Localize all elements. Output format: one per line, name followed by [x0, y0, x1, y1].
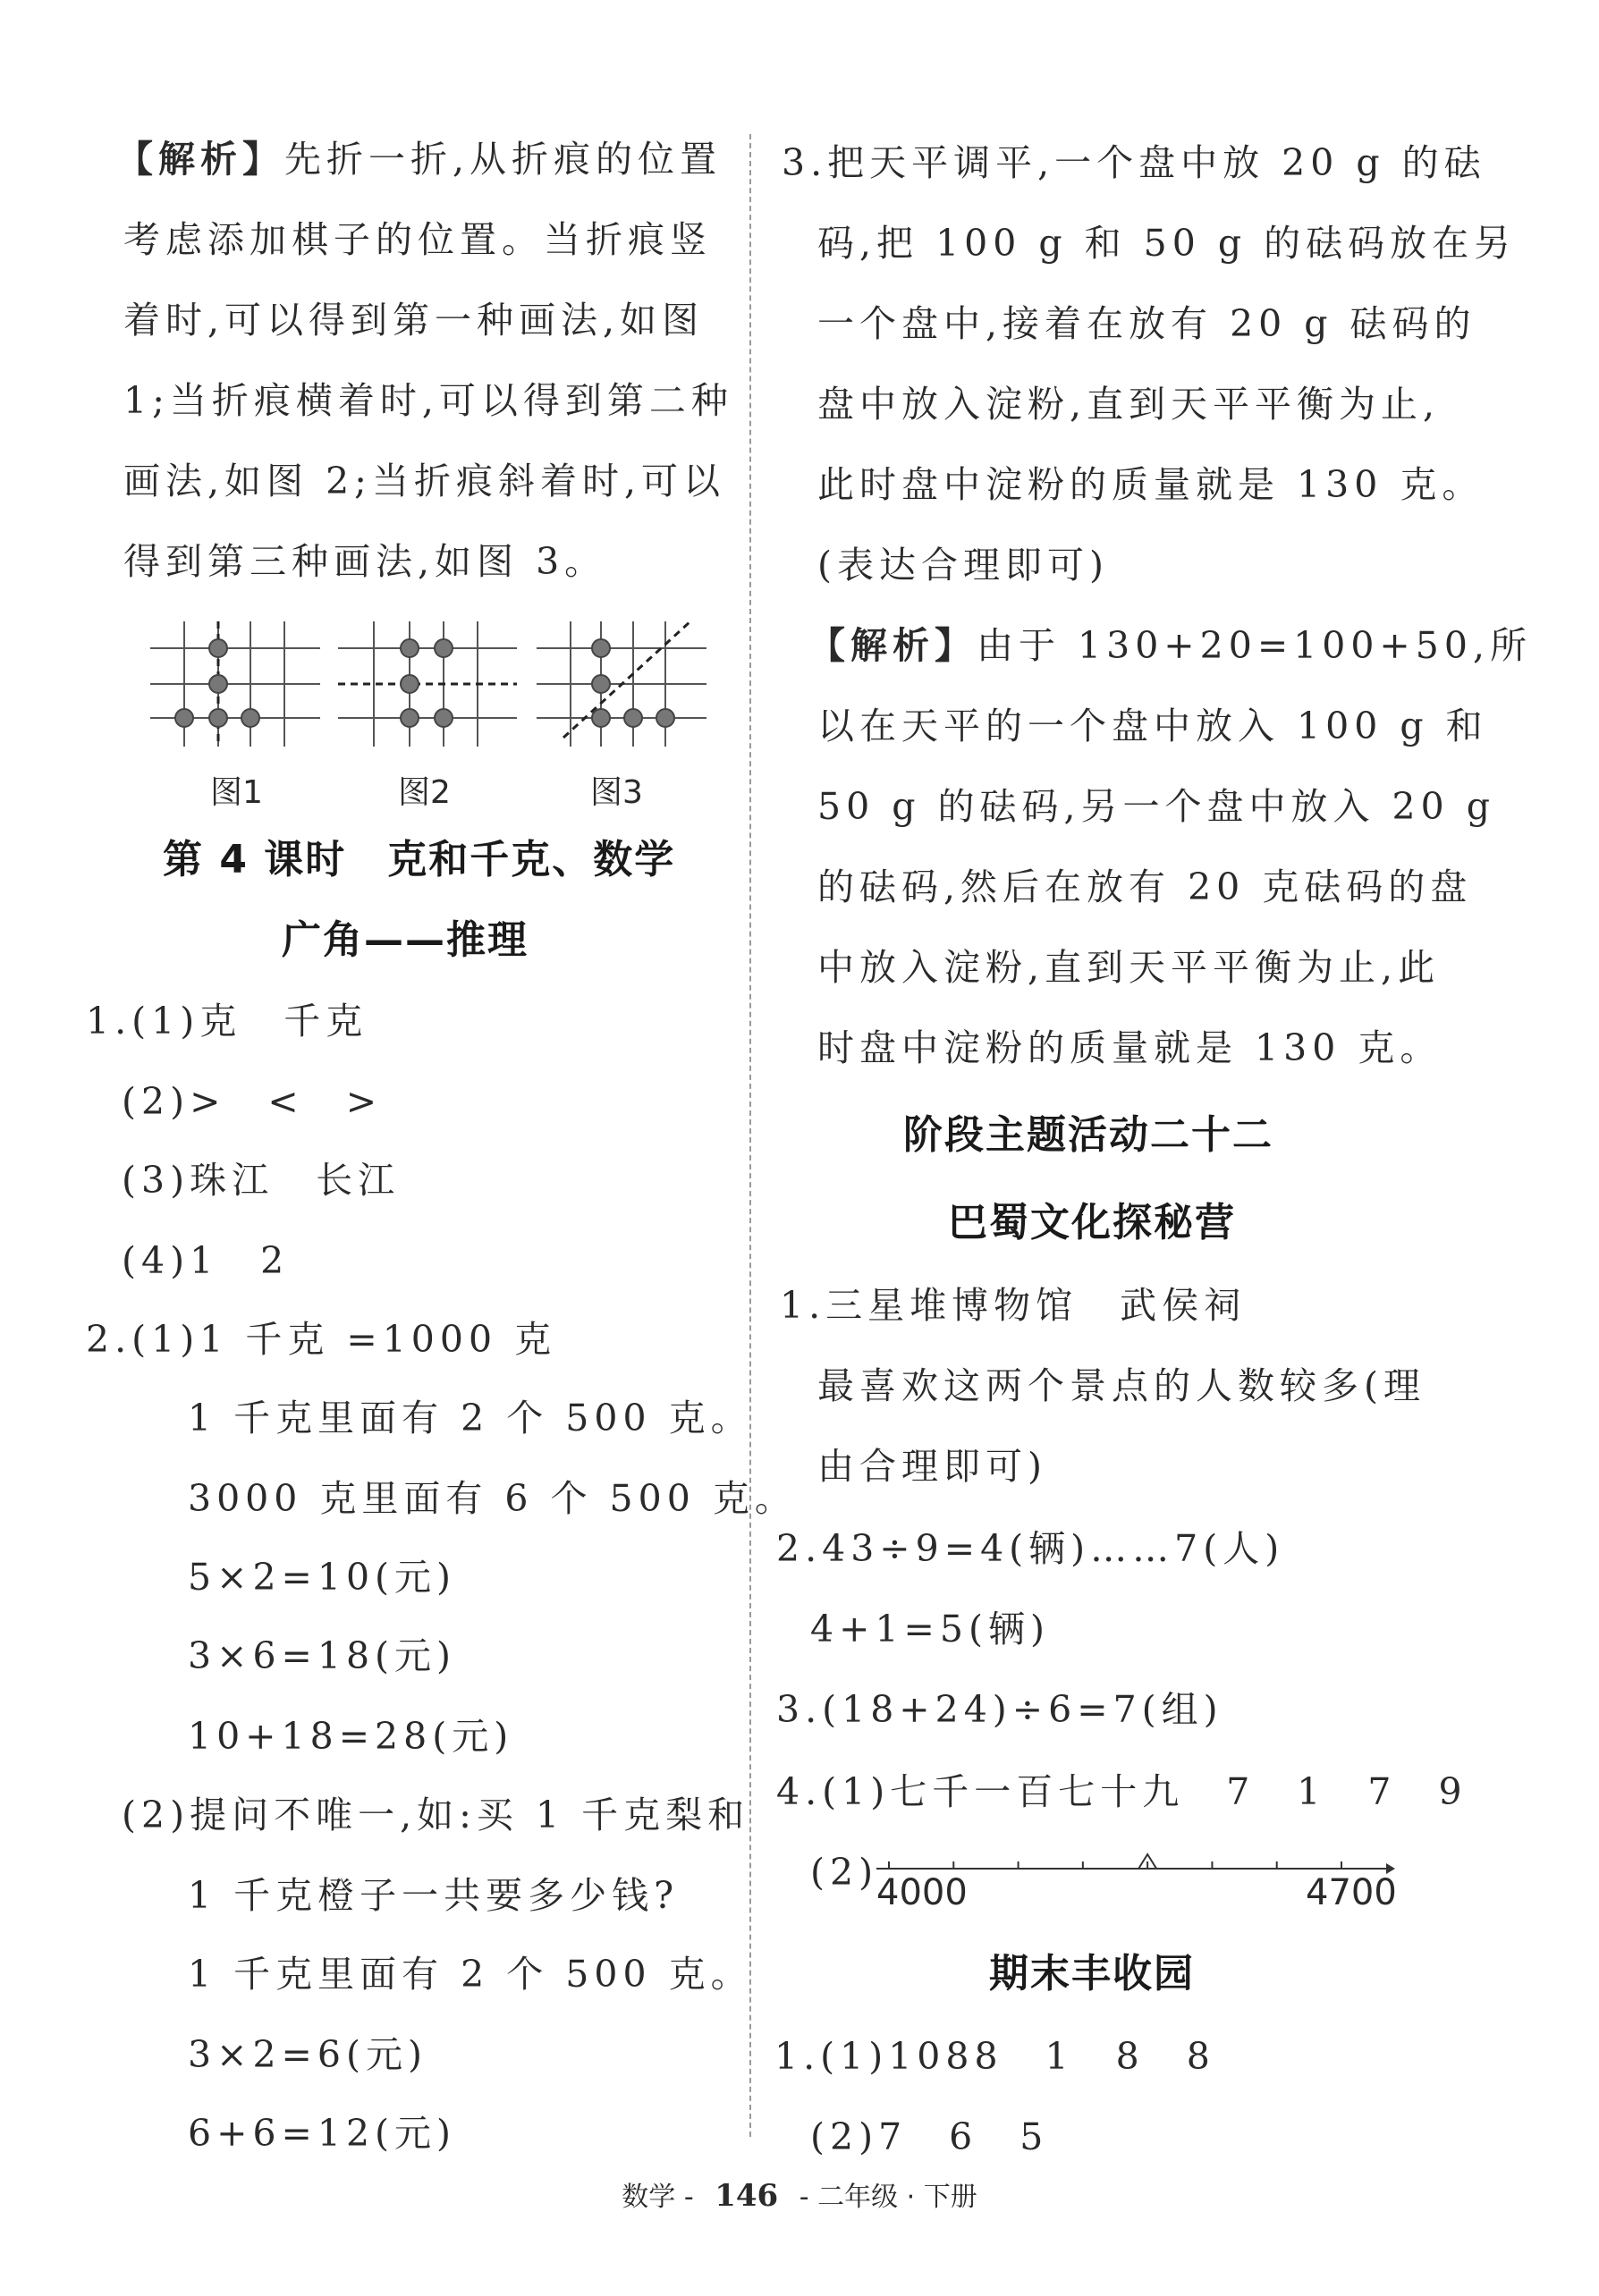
analysis-label: 【解析】 [116, 138, 284, 181]
final-answer: 1.(1)1088 1 8 8 [774, 2035, 1215, 2078]
section-title-line-2: 广角——推理 [282, 917, 529, 963]
answer-line: 1 千克里面有 2 个 500 克。 [188, 1397, 753, 1439]
item3-line-6: (表达合理即可) [817, 544, 1109, 587]
stage-subtitle: 巴蜀文化探秘营 [948, 1200, 1236, 1245]
figure-1-caption: 图1 [210, 774, 263, 811]
stage-answer: 4.(1)七千一百七十九 7 1 7 9 [776, 1770, 1468, 1813]
right-analysis-line-6: 时盘中淀粉的质量就是 130 克。 [817, 1026, 1442, 1069]
right-analysis-line-4: 的砝码,然后在放有 20 克砝码的盘 [817, 865, 1473, 908]
item3-line-4: 盘中放入淀粉,直到天平平衡为止, [817, 383, 1441, 426]
stage-answer: 最喜欢这两个景点的人数较多(理 [817, 1364, 1426, 1407]
figure-2-caption: 图2 [398, 774, 451, 811]
item3-line-2: 码,把 100 g 和 50 g 的砝码放在另 [817, 222, 1517, 265]
final-answer: (2)7 6 5 [810, 2115, 1049, 2158]
stage-answer: 4+1=5(辆) [810, 1608, 1050, 1650]
page-footer: 数学 - 146 - 二年级 · 下册 [622, 2178, 977, 2214]
left-analysis-line-4: 1;当折痕横着时,可以得到第二种 [123, 379, 733, 422]
answer-line: 1 千克橙子一共要多少钱? [188, 1874, 680, 1917]
item3-line-1: 3.把天平调平,一个盘中放 20 g 的砝 [782, 141, 1486, 184]
figure-3-caption: 图3 [590, 774, 643, 811]
left-analysis-line-5: 画法,如图 2;当折痕斜着时,可以 [123, 460, 725, 502]
numline-start-label: 4000 [876, 1872, 968, 1913]
stage-title: 阶段主题活动二十二 [903, 1112, 1273, 1158]
answer-line: (3)珠江 长江 [122, 1159, 401, 1202]
left-analysis-line-6: 得到第三种画法,如图 3。 [123, 540, 607, 583]
stage-answer: 由合理即可) [817, 1445, 1047, 1488]
stage-answer: 2.43÷9=4(辆)……7(人) [776, 1527, 1285, 1570]
right-analysis-line-3: 50 g 的砝码,另一个盘中放入 20 g [817, 785, 1495, 828]
footer-subject: 数学 [622, 2182, 676, 2213]
stage-answer: 3.(18+24)÷6=7(组) [776, 1688, 1223, 1731]
column-divider [749, 134, 751, 2137]
item3-line-5: 此时盘中淀粉的质量就是 130 克。 [817, 463, 1485, 506]
figure-2 [338, 621, 517, 747]
answer-line: 2.(1)1 千克 =1000 克 [86, 1318, 557, 1361]
final-title: 期末丰收园 [989, 1951, 1195, 1996]
figure-1 [150, 621, 320, 747]
left-analysis-line-2: 考虑添加棋子的位置。当折痕竖 [123, 218, 712, 261]
answer-line: 3×2=6(元) [188, 2033, 427, 2076]
right-analysis-line-1: 【解析】由于 130+20=100+50,所 [808, 624, 1532, 667]
answer-line: (2)提问不唯一,如:买 1 千克梨和 [122, 1794, 750, 1836]
answer-line: 1 千克里面有 2 个 500 克。 [188, 1953, 753, 1996]
figure-3 [537, 621, 706, 747]
answer-line: 1.(1)克 千克 [86, 1000, 368, 1042]
left-analysis-line-3: 着时,可以得到第一种画法,如图 [123, 299, 705, 342]
analysis-label: 【解析】 [808, 624, 977, 667]
answer-line: 3×6=18(元) [188, 1634, 457, 1677]
answer-line: (4)1 2 [122, 1239, 290, 1282]
answer-line: 10+18=28(元) [188, 1715, 514, 1758]
item3-line-3: 一个盘中,接着在放有 20 g 砝码的 [817, 302, 1476, 345]
right-analysis-line-2: 以在天平的一个盘中放入 100 g 和 [817, 705, 1488, 747]
footer-grade: 二年级 · 下册 [817, 2182, 977, 2213]
numline-prefix: (2) [810, 1851, 879, 1894]
numline-end-label: 4700 [1306, 1872, 1397, 1913]
answer-line: 3000 克里面有 6 个 500 克。 [188, 1477, 797, 1520]
page-number: 146 [715, 2178, 779, 2214]
answer-line: 6+6=12(元) [188, 2112, 457, 2155]
right-analysis-line-5: 中放入淀粉,直到天平平衡为止,此 [817, 946, 1441, 989]
section-title-line-1: 第 4 课时 克和千克、数学 [163, 837, 676, 882]
left-analysis-line-1: 【解析】先折一折,从折痕的位置 [116, 138, 723, 181]
stage-answer: 1.三星堆博物馆 武侯祠 [780, 1284, 1247, 1327]
answer-line: (2)> < > [122, 1080, 383, 1123]
answer-line: 5×2=10(元) [188, 1556, 457, 1599]
